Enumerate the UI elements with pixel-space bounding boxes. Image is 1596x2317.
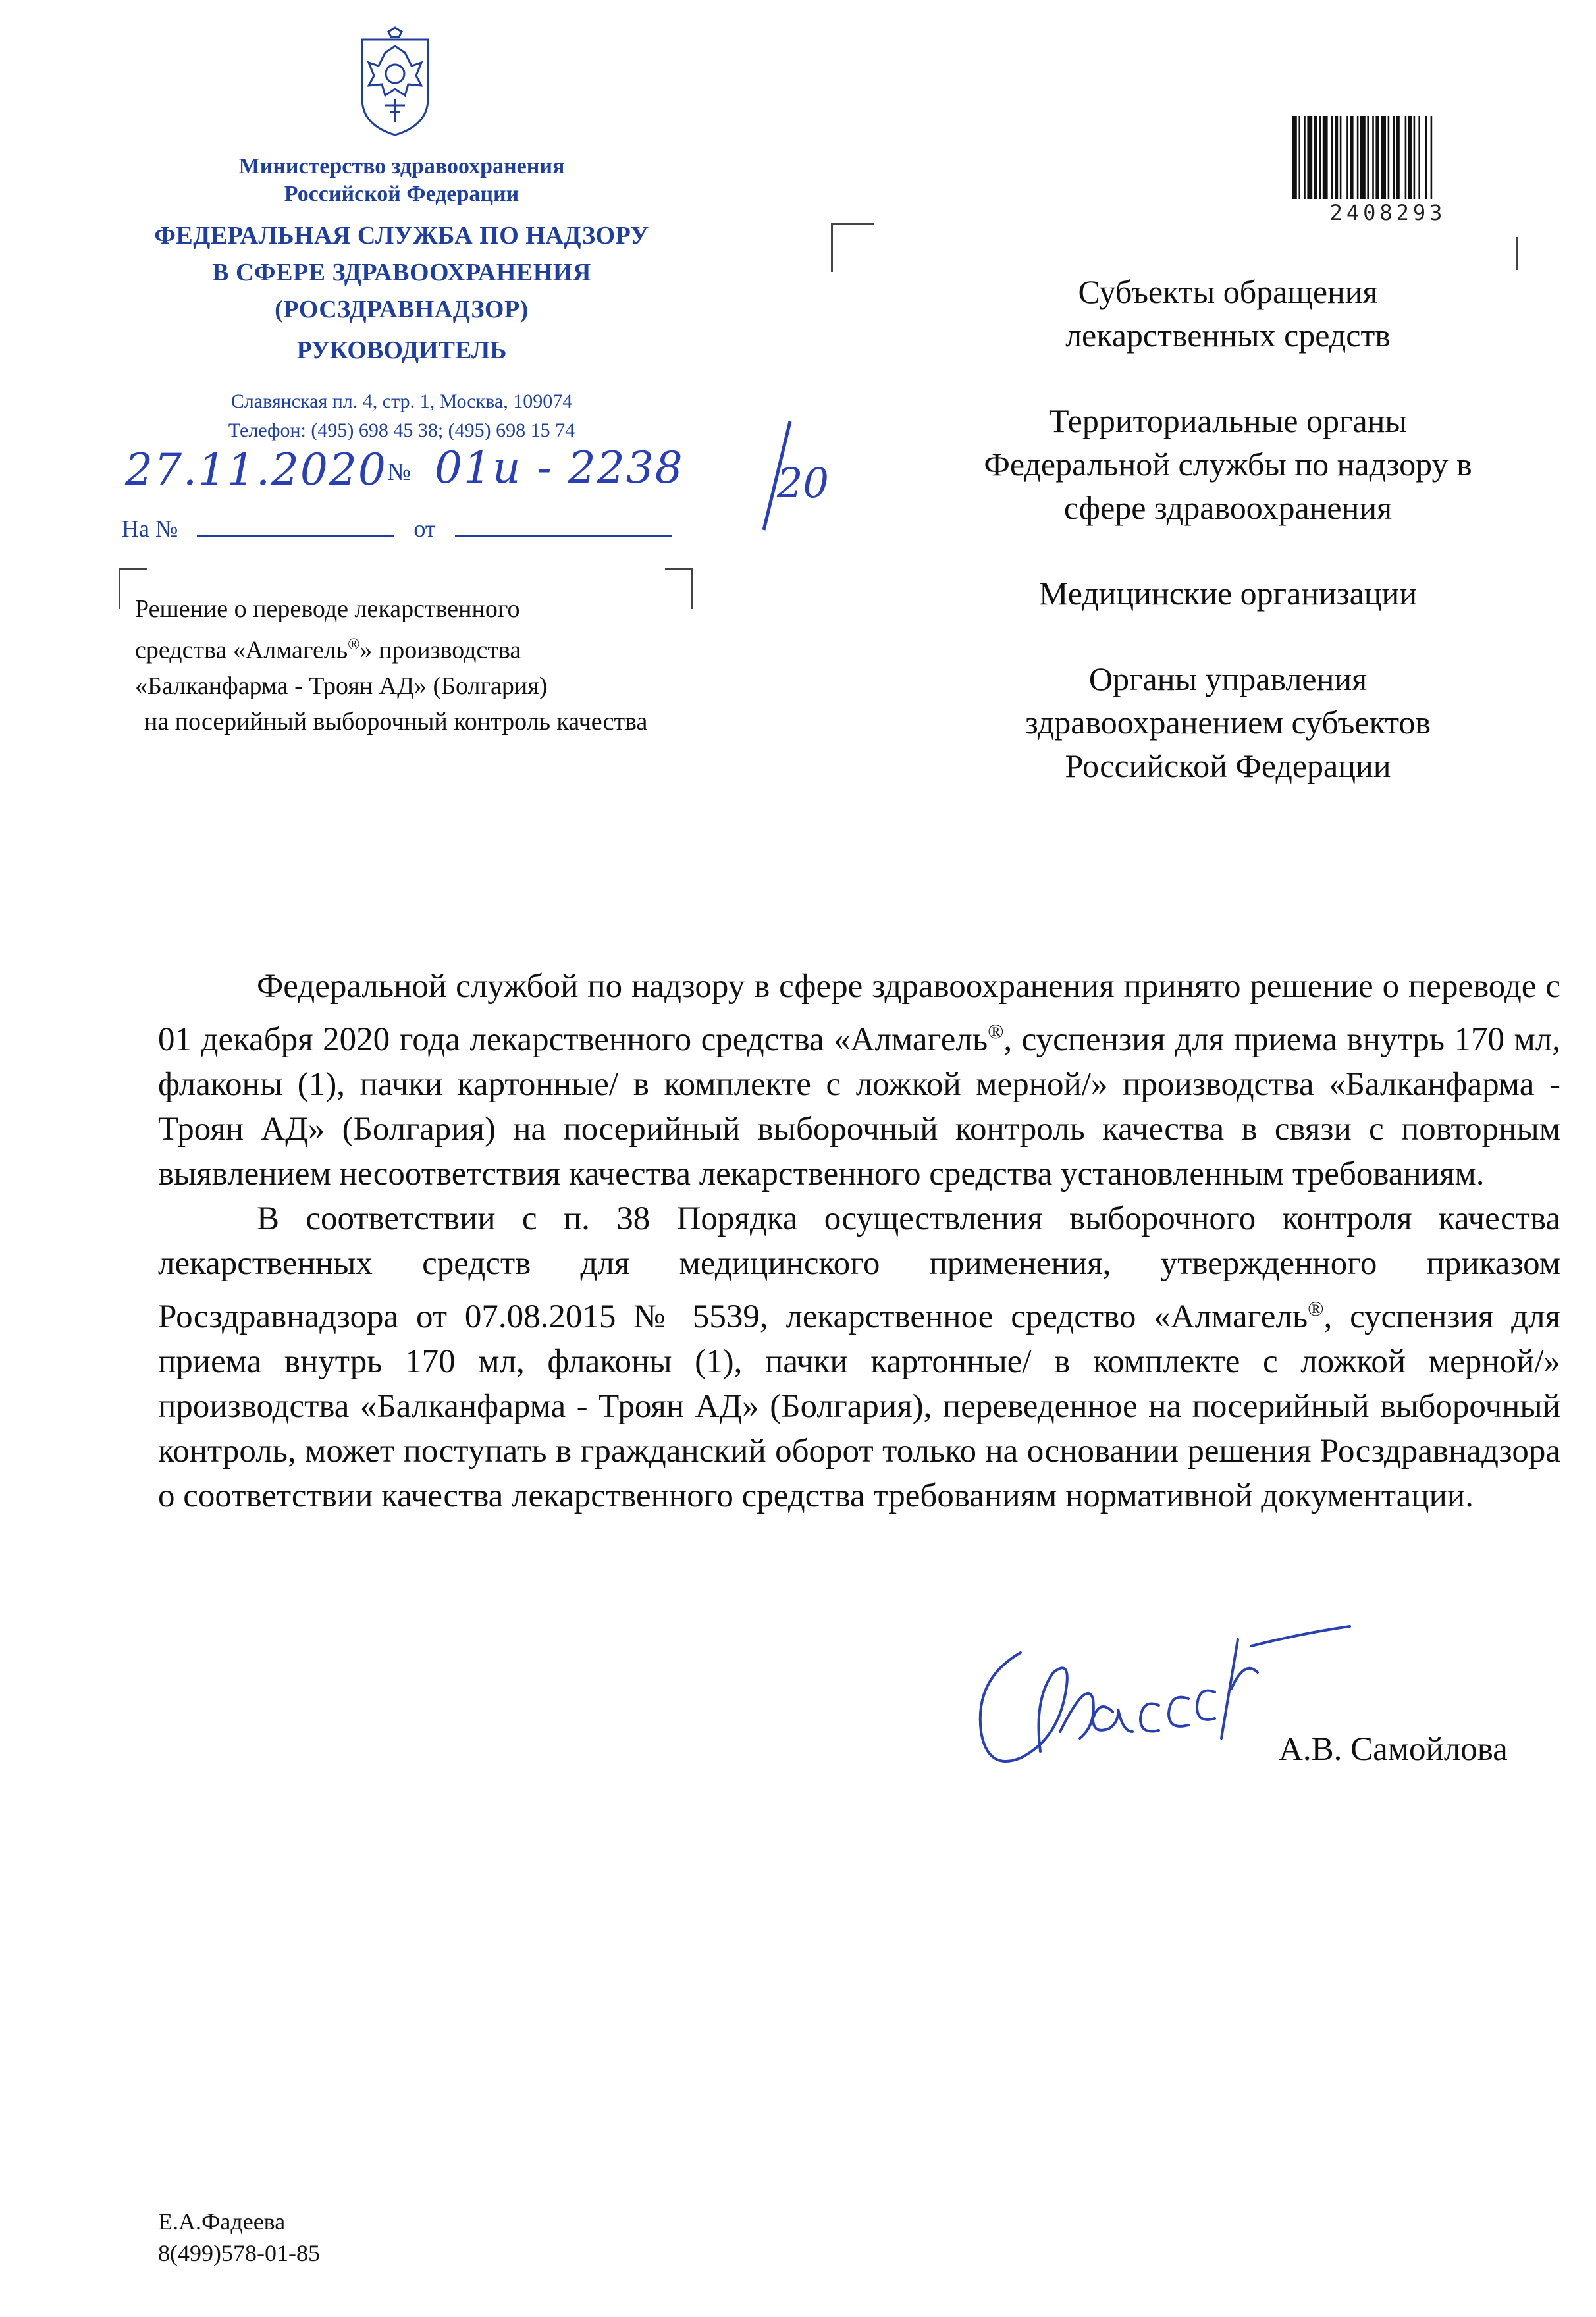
barcode-bar — [1340, 116, 1342, 199]
body-text: Федеральной службой по надзору в сфере здравоохранения принято решение о переводе с 01 декабря 2020 года лекарственного средства «Алмагель — [158, 968, 1560, 1058]
registered-mark: ® — [988, 1019, 1004, 1043]
ministry-line-1: Министерство здравоохранения — [238, 154, 565, 178]
registration-number — [435, 442, 684, 493]
corner-bracket — [831, 223, 874, 272]
barcode-bar — [1408, 116, 1412, 199]
recipient-line: Субъекты обращения — [1078, 273, 1378, 310]
ref-prefix: На № — [122, 516, 178, 542]
subject-line — [135, 627, 647, 668]
recipient-line: Российской Федерации — [1065, 747, 1391, 784]
recipients-list — [915, 270, 1541, 830]
ref-from: от — [413, 516, 436, 542]
barcode-bar — [1418, 116, 1420, 199]
registration-suffix-text: 20 — [777, 459, 829, 507]
barcode-bar — [1323, 116, 1328, 199]
recipient-line: здравоохранением субъектов — [1024, 704, 1431, 741]
ref-number-blank — [197, 512, 394, 537]
reference-line — [122, 512, 672, 543]
barcode-bar — [1350, 116, 1353, 199]
barcode-bar — [1331, 116, 1333, 199]
recipient-item — [915, 270, 1541, 357]
recipient-item — [915, 399, 1541, 529]
registration-date: 27.11.2020 — [125, 444, 387, 495]
executor-info — [158, 2206, 320, 2269]
phone-line: Телефон: (495) 698 45 38; (495) 698 15 74 — [228, 419, 575, 441]
number-sign: № — [387, 458, 412, 486]
recipient-line: Органы управления — [1088, 660, 1368, 697]
corner-bracket — [1516, 237, 1518, 270]
barcode-bar — [1405, 116, 1407, 199]
barcode-bar — [1393, 116, 1395, 199]
registration-number-main: 01и - 2238 — [435, 442, 684, 493]
body-text: , суспензия для приема внутрь 170 мл, флаконы (1), пачки картонные/ в комплекте с ложкой мерной/» производства «Балканфарма - Троян АД» (Болгария) на посерийный выборочный контроль качества в связи с повторным выявлением несоответствия качества лекарственного средства установленным требованиям. — [158, 1021, 1560, 1192]
body-paragraph-2 — [158, 1196, 1560, 1518]
subject-line: «Балканфарма - Троян АД» (Болгария) — [135, 672, 548, 700]
barcode-bar — [1396, 116, 1400, 199]
barcode-bar — [1335, 116, 1338, 199]
recipient-line: Медицинские организации — [1038, 575, 1418, 612]
barcode-bar — [1388, 116, 1390, 199]
barcode-number: 2408293 — [1329, 200, 1447, 225]
letter-body — [158, 964, 1560, 1518]
barcode-bar — [1307, 116, 1312, 199]
recipient-item — [915, 572, 1541, 615]
executor-phone: 8(499)578-01-85 — [158, 2240, 320, 2266]
service-name — [105, 217, 698, 328]
barcode-bar — [1367, 116, 1369, 199]
barcode — [1289, 116, 1487, 201]
executor-name: Е.А.Фадеева — [158, 2208, 286, 2235]
barcode-bar — [1431, 116, 1433, 199]
head-title: РУКОВОДИТЕЛЬ — [296, 336, 507, 364]
recipient-line: Территориальные органы — [1048, 402, 1408, 439]
service-line-2: В СФЕРЕ ЗДРАВООХРАНЕНИЯ — [212, 259, 591, 286]
recipient-item — [915, 657, 1541, 787]
barcode-bar — [1298, 116, 1300, 199]
body-text: В соответствии с п. 38 Порядка осуществления выборочного контроля качества лекарственных средств для медицинского применения, утвержденного приказом Росздравнадзора от 07.08.2015 № 5539, лекарственное средство «Алмагель — [158, 1200, 1560, 1335]
service-line-3: (РОСЗДРАВНАДЗОР) — [275, 296, 529, 323]
body-text: , суспензия для приема внутрь 170 мл, флаконы (1), пачки картонные/ в комплекте с ложкой мерной/» производства «Балканфарма - Троян АД» (Болгария), переведенное на посерийный выборочный контроль, может поступать в гражданский оборот только на основании решения Росздравнадзора о соответствии качества лекарственного средства требованиям нормативной документации. — [158, 1298, 1560, 1514]
registered-mark: ® — [1308, 1296, 1324, 1320]
registered-mark: ® — [348, 636, 360, 653]
subject-block — [135, 591, 647, 739]
signer-name: А.В. Самойлова — [1279, 1731, 1508, 1768]
address-block — [105, 387, 698, 445]
ministry-line-2: Российской Федерации — [284, 182, 519, 206]
barcode-bar — [1357, 116, 1359, 199]
subject-text: » производства — [359, 636, 521, 664]
barcode-bar — [1346, 116, 1348, 199]
barcode-bar — [1381, 116, 1386, 199]
ref-date-blank — [455, 512, 672, 537]
barcode-bar — [1292, 116, 1297, 199]
subject-line: на посерийный выборочный контроль качества — [144, 707, 648, 735]
recipient-line: лекарственных средств — [1065, 317, 1391, 354]
address-line: Славянская пл. 4, стр. 1, Москва, 109074 — [230, 390, 573, 412]
recipient-line: сфере здравоохранения — [1063, 489, 1393, 526]
service-line-1: ФЕДЕРАЛЬНАЯ СЛУЖБА ПО НАДЗОРУ — [154, 222, 649, 250]
registration-suffix — [751, 408, 836, 540]
barcode-bar — [1425, 116, 1427, 199]
subject-line: Решение о переводе лекарственного — [135, 595, 520, 623]
barcode-bar — [1375, 116, 1379, 199]
body-paragraph-1 — [158, 964, 1560, 1196]
subject-text: средства «Алмагель — [135, 636, 348, 664]
barcode-bar — [1304, 116, 1306, 199]
coat-of-arms-icon — [349, 26, 441, 138]
barcode-bar — [1319, 116, 1321, 199]
barcode-bar — [1414, 116, 1416, 199]
recipient-line: Федеральной службы по надзору в — [984, 446, 1472, 483]
corner-bracket — [665, 568, 693, 609]
barcode-bar — [1372, 116, 1374, 199]
barcode-bar — [1360, 116, 1366, 199]
barcode-bar — [1314, 116, 1317, 199]
ministry-name — [105, 153, 698, 208]
